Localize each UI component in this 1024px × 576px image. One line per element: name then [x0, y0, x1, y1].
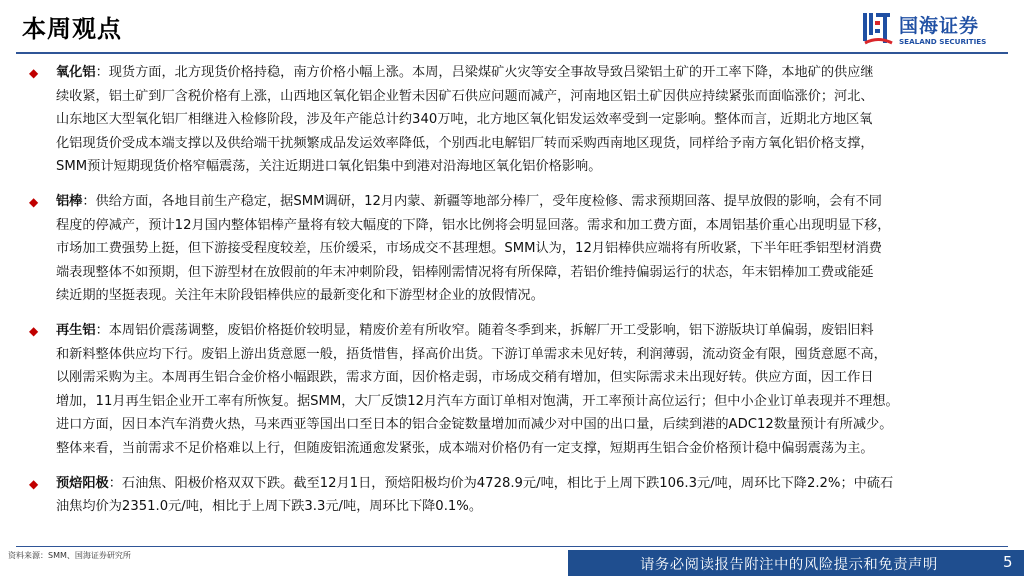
- disclaimer-text: 请务必阅读报告附注中的风险提示和免责声明: [640, 557, 938, 573]
- disclaimer-bar: [568, 550, 1024, 576]
- footer-divider: [16, 546, 1008, 547]
- section-term: 铝棒: [56, 193, 83, 209]
- section-text: ：供给方面，各地目前生产稳定，据SMM调研，12月内蒙、新疆等地部分棒厂，受年度检修、需求预期回落、提早放假的影响，会有不同 程度的停减产，预计12月国内整体铝棒产量将有较大幅度的下降，铝水比例将会明显回落。需求和加工费方面，本周铝基价重心出现明显下移， 市场加工费强势上挺，但下游接受程度较差，压价缓采，市场成交不甚理想。SMM认为，12月铝棒供应端将有所收紧，下半年旺季铝型材消费 端表现整体不如预期，但下游型材在放假前的年末冲刺阶段，铝棒刚需情况将有所保障，若铝价维持偏弱运行的状态，年末铝棒加工费或能延 续近期的坚挺表现。关注年末阶段铝棒供应的最新变化和下游型材企业的放假情况。: [56, 193, 891, 304]
- section-term: 再生铝: [56, 322, 96, 338]
- section-text: ：石油焦、阳极价格双双下跌。截至12月1日，预焙阳极均价为4728.9元/吨，相比于上周下跌106.3元/吨，周环比下降2.2%；中硫石 油焦均价为2351.0元/吨，相比于上周下跌3.3元/吨，周环比下降0.1%。: [56, 475, 894, 515]
- section-prebaked-anode: [26, 472, 1001, 519]
- page-title: 本周观点: [22, 15, 122, 43]
- page-number: 5: [1003, 553, 1013, 571]
- section-aluminum-rod: [26, 190, 1001, 308]
- data-source: 资料来源：SMM、国海证券研究所: [8, 551, 131, 560]
- viewpoints-list: [26, 61, 1001, 519]
- logo-english-name: SEALAND SECURITIES: [899, 37, 987, 46]
- diamond-bullet-icon: ◆: [29, 476, 39, 491]
- sealand-logo-icon: [862, 10, 894, 46]
- slide-footer: [0, 546, 1024, 576]
- section-alumina: [26, 61, 1001, 179]
- diamond-bullet-icon: ◆: [29, 194, 39, 209]
- slide-header: [0, 0, 1024, 50]
- diamond-bullet-icon: ◆: [29, 323, 39, 338]
- section-term: 预焙阳极: [56, 475, 109, 491]
- section-text: ：本周铝价震荡调整，废铝价格挺价较明显，精废价差有所收窄。随着冬季到来，拆解厂开工受影响，铝下游版块订单偏弱，废铝旧料 和新料整体供应均下行。废铝上游出货意愿一般，捂货惜售，择高价出货。下游订单需求未见好转，利润薄弱，流动资金有限，囤货意愿不高， 以刚需采购为主。本周再生铝合金价格小幅跟跌，需求方面，因价格走弱，市场成交稍有增加，但实际需求未出现好转。供应方面，因工作日 增加，11月再生铝企业开工率有所恢复。据SMM，大厂反馈12月汽车方面订单相对饱满，开工率预计高位运行；但中小企业订单表现并不理想。 进口方面，因日本汽车消费火热，马来西亚等国出口至日本的铝合金锭数量增加而减少对中国的出口量，后续到港的ADC12数量预计有所减少。 整体来看，当前需求不足价格难以上行，但随废铝流通愈发紧张，成本端对价格仍有一定支撑，短期再生铝合金价格预计稳中偏弱震荡为主。: [56, 322, 899, 456]
- logo-chinese-name: 国海证券: [899, 15, 980, 37]
- section-term: 氧化铝: [56, 65, 96, 80]
- diamond-bullet-icon: ◆: [29, 66, 39, 80]
- section-text: ：现货方面，北方现货价格持稳，南方价格小幅上涨。本周，吕梁煤矿火灾等安全事故导致吕梁铝土矿的开工率下降，本地矿的供应继 续收紧，铝土矿到厂含税价格有上涨，山西地区氧化铝企业暂未因矿石供应问题而减产，河南地区铝土矿因供应持续紧张而面临涨价；河北、 山东地区大型氧化铝厂相继进入检修阶段，涉及年产能总计约340万吨，北方地区氧化铝发运效率受到一定影响。整体而言，近期北方地区氧 化铝现货价受成本端支撑以及供给端干扰频繁成品发运效率降低，个别西北电解铝厂转而采购西南地区现货，同样给予南方氧化铝价格支撑， SMM预计短期现货价格窄幅震荡，关注近期进口氧化铝集中到港对沿海地区氧化铝价格影响。: [56, 65, 874, 175]
- header-divider: [16, 52, 1008, 54]
- company-logo: [862, 10, 1007, 50]
- section-recycled-aluminum: [26, 319, 1001, 461]
